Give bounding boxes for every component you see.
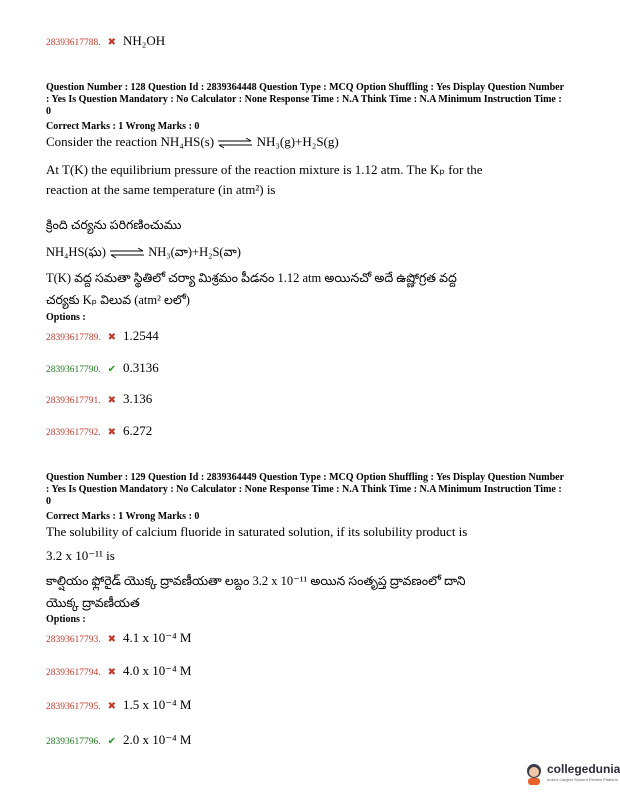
reaction-left: NH₄HS(ఘ) (46, 245, 106, 259)
equilibrium-arrow-icon (217, 138, 253, 148)
cross-icon: ✖ (107, 332, 117, 343)
option-id: 28393617795. (46, 702, 101, 712)
question-line (46, 133, 339, 150)
option-value: 0.3136 (123, 360, 159, 375)
question-marks: Correct Marks : 1 Wrong Marks : 0 (46, 121, 200, 132)
telugu-text: కాల్షియం ఫ్లోరైడ్ యొక్క ద్రావణీయతా లబ్దం 3.2 x 10⁻¹¹ అయిన సంతృప్త ద్రావణంలో దాని (46, 574, 466, 588)
option-row (46, 629, 191, 647)
cross-icon: ✖ (107, 701, 117, 712)
reaction-right: NH₃(వా)+H₂S(వా) (148, 245, 241, 259)
telugu-text: చర్యకు Kₚ విలువ (atm² లలో) (46, 293, 190, 307)
cross-icon: ✖ (107, 427, 117, 438)
telugu-text: క్రింది చర్యను పరిగణించుము (46, 218, 182, 232)
question-meta: Question Number : 128 Question Id : 2839364448 Question Type : MCQ Option Shuffling : Yes Display Question Number : Yes Is Question Mandatory : No Calculator : None Response Time : N.A Think Time : N.A Minimum Instruction Time : 0 (46, 82, 564, 117)
option-row (46, 359, 159, 377)
telugu-text: T(K) వద్ద సమతా స్థితిలో చర్యా మిశ్రమం పీడనం 1.12 atm అయినచో అదే ఉష్ణోగ్రత వద్ద (46, 271, 457, 285)
cross-icon: ✖ (107, 37, 117, 48)
question-text: At T(K) the equilibrium pressure of the reaction mixture is 1.12 atm. The Kₚ for the (46, 162, 483, 177)
logo-tagline: India's Largest Student Review Platform (547, 777, 619, 782)
check-icon: ✔ (107, 364, 117, 375)
question-marks: Correct Marks : 1 Wrong Marks : 0 (46, 511, 200, 522)
question-text: Consider the reaction (46, 134, 158, 149)
option-id: 28393617793. (46, 635, 101, 645)
option-value: 1.2544 (123, 328, 159, 343)
option-row (46, 32, 165, 50)
reaction-left: NH₄HS(s) (160, 134, 215, 149)
option-value: 4.0 x 10⁻⁴ M (123, 663, 192, 678)
telugu-text: యొక్క ద్రావణీయత (46, 596, 140, 610)
options-label: Options : (46, 312, 86, 323)
option-value: 3.136 (123, 391, 153, 406)
option-row (46, 662, 191, 680)
option-value: 1.5 x 10⁻⁴ M (123, 697, 192, 712)
option-value: 4.1 x 10⁻⁴ M (123, 630, 192, 645)
option-value: NH₂OH (123, 33, 166, 48)
option-row (46, 422, 152, 440)
reaction-right: NH₃(g)+H₂S(g) (256, 134, 339, 149)
option-id: 28393617790. (46, 365, 101, 375)
cross-icon: ✖ (107, 667, 117, 678)
option-row (46, 390, 152, 408)
option-id: 28393617788. (46, 38, 101, 48)
collegedunia-logo (523, 760, 620, 788)
option-value: 6.272 (123, 423, 153, 438)
cross-icon: ✖ (107, 395, 117, 406)
option-id: 28393617792. (46, 428, 101, 438)
cross-icon: ✖ (107, 634, 117, 645)
check-icon: ✔ (107, 736, 117, 747)
option-id: 28393617796. (46, 737, 101, 747)
option-row (46, 731, 191, 749)
options-label: Options : (46, 614, 86, 625)
question-meta: Question Number : 129 Question Id : 2839364449 Question Type : MCQ Option Shuffling : Yes Display Question Number : Yes Is Question Mandatory : No Calculator : None Response Time : N.A Think Time : N.A Minimum Instruction Time : 0 (46, 472, 564, 507)
question-text: 3.2 x 10⁻¹¹ is (46, 548, 115, 563)
option-row (46, 696, 191, 714)
telugu-reaction (46, 244, 241, 261)
option-id: 28393617791. (46, 396, 101, 406)
option-id: 28393617789. (46, 333, 101, 343)
equilibrium-arrow-icon (109, 248, 145, 258)
logo-name: collegedunia (547, 762, 620, 776)
question-text: reaction at the same temperature (in atm²) is (46, 182, 276, 197)
option-row (46, 327, 159, 345)
question-text: The solubility of calcium fluoride in saturated solution, if its solubility product is (46, 524, 468, 539)
option-value: 2.0 x 10⁻⁴ M (123, 732, 192, 747)
option-id: 28393617794. (46, 668, 101, 678)
mascot-icon (523, 762, 545, 786)
